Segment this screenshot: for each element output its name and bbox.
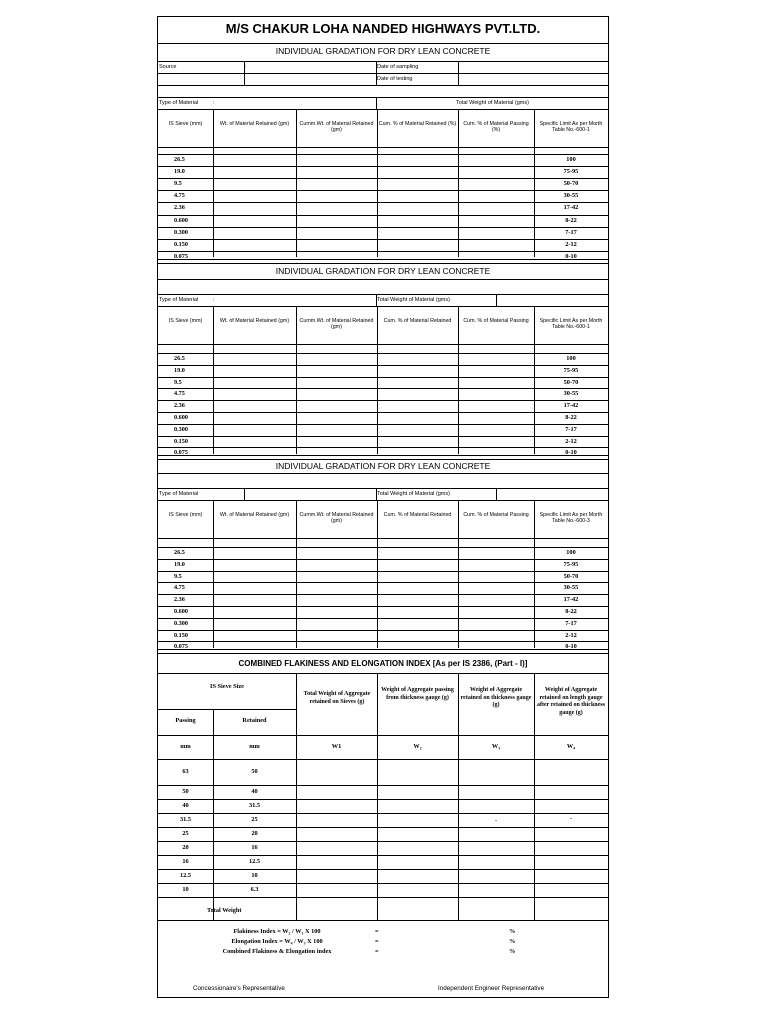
grid-line-h: [158, 73, 608, 74]
grid-line-h: [158, 500, 608, 501]
table-row-line: [158, 400, 608, 401]
sieve-size-value: 0.075: [174, 449, 188, 457]
limit-value: 50-70: [563, 378, 579, 386]
grid-line-h: [158, 97, 608, 98]
grid-line-h: [158, 920, 608, 921]
limit-value: 8-22: [565, 413, 577, 421]
test-report-sheet: [157, 16, 609, 998]
column-header: IS Sieve (mm): [168, 318, 203, 324]
sieve-size-value: 0.600: [174, 607, 188, 615]
source-label: Source: [159, 64, 177, 70]
grid-line-v: [244, 488, 245, 500]
sieve-retained-value: 25: [251, 816, 258, 823]
column-header: Cumm.Wt. of Material Retained (gm): [299, 512, 374, 525]
sieve-retained-value: 20: [251, 830, 258, 837]
table-row-line: [158, 606, 608, 607]
limit-value: 100: [566, 156, 576, 164]
table-row-line: [158, 594, 608, 595]
grid-line-h: [158, 344, 608, 345]
column-header: Cum. % of Material Passing: [463, 512, 529, 518]
grid-line-v: [458, 61, 459, 85]
table-row-line: [158, 412, 608, 413]
grid-line-h: [158, 306, 608, 307]
limit-value: 30-55: [563, 584, 579, 592]
type-of-material-colon: :: [213, 100, 215, 106]
sieve-size-value: 0.300: [174, 619, 188, 627]
sieve-passing-value: 31.5: [179, 816, 192, 823]
sieve-size-value: 9.5: [174, 180, 182, 188]
sieve-passing-value: 10: [182, 886, 189, 893]
table-row-line: [158, 202, 608, 203]
sieve-retained-value: 40: [251, 788, 258, 795]
grid-line-h: [158, 473, 608, 474]
column-header: Cum. % of Material Retained: [383, 512, 452, 518]
grid-line-v: [496, 488, 497, 500]
sieve-size-value: 19.0: [174, 168, 185, 176]
company-title: M/S CHAKUR LOHA NANDED HIGHWAYS PVT.LTD.: [225, 21, 541, 36]
formula-label: Flakiness Index = W₂ / W₁ X 100: [233, 928, 321, 935]
flakiness-row-line: [158, 855, 608, 856]
formula-eq: =: [375, 928, 379, 935]
grid-line-h: [158, 353, 608, 354]
passing-label: Passing: [175, 717, 196, 724]
flakiness-row-line: [158, 827, 608, 828]
table-row-line: [158, 166, 608, 167]
col-retained-gauge-header: Weight of Aggregate retained on thickness gauge (g): [460, 687, 532, 708]
table-row-line: [158, 365, 608, 366]
section-title: INDIVIDUAL GRADATION FOR DRY LEAN CONCRETE: [275, 461, 491, 471]
grid-line-h: [158, 279, 608, 280]
limit-value: 17-42: [563, 402, 579, 410]
type-of-material-colon: :: [244, 491, 246, 497]
sieve-size-value: 26.5: [174, 354, 185, 362]
sieve-size-value: 0.300: [174, 228, 188, 236]
flakiness-row-line: [158, 841, 608, 842]
sieve-size-value: 0.600: [174, 413, 188, 421]
column-header: Cum. % of Material Retained (%): [378, 121, 457, 127]
limit-value: 8-22: [565, 216, 577, 224]
column-header: Wt. of Material Retained (gm): [219, 121, 290, 127]
is-sieve-size-label: IS Sieve Size: [210, 683, 244, 690]
grid-line-h: [158, 649, 608, 650]
table-row-line: [158, 630, 608, 631]
formula-label: Elongation Index = W₄ / W₃ X 100: [231, 938, 323, 945]
type-of-material-colon: :: [213, 297, 215, 303]
dash-value: -: [494, 817, 498, 824]
sieve-size-value: 0.075: [174, 643, 188, 651]
limit-value: 2-12: [565, 631, 577, 639]
flakiness-title: COMBINED FLAKINESS AND ELONGATION INDEX [As per IS 2386, (Part - I)]: [238, 659, 528, 668]
limit-value: 8-22: [565, 607, 577, 615]
flakiness-row-line: [158, 883, 608, 884]
column-header: Cumm.Wt. of Material Retained (gm): [299, 318, 374, 331]
flakiness-row-line: [158, 897, 608, 898]
formula-unit: %: [509, 948, 516, 955]
total-weight-row-label: Total Weight: [207, 907, 242, 914]
sieve-size-value: 26.5: [174, 156, 185, 164]
sieve-size-value: 0.150: [174, 631, 188, 639]
sieve-passing-value: 20: [182, 844, 189, 851]
grid-line-h: [158, 85, 608, 86]
table-row-line: [158, 239, 608, 240]
table-row-line: [158, 251, 608, 252]
type-of-material-label: Type of Material: [159, 100, 199, 106]
column-header: IS Sieve (mm): [168, 121, 203, 127]
unit-label: W1: [331, 743, 342, 750]
total-weight-label: Total Weight of Material (gms): [377, 297, 450, 303]
column-header: Specific Limit As per Morth Table No.-600-3: [539, 512, 603, 525]
column-header: Wt. of Material Retained (gm): [219, 512, 290, 518]
limit-value: 75-95: [563, 168, 579, 176]
table-row-line: [158, 559, 608, 560]
grid-line-h: [158, 709, 296, 710]
limit-value: 2-12: [565, 240, 577, 248]
sieve-retained-value: 31.5: [248, 802, 261, 809]
sieve-retained-value: 16: [251, 844, 258, 851]
limit-value: 7-17: [565, 425, 577, 433]
limit-value: 75-95: [563, 560, 579, 568]
grid-line-h: [158, 455, 608, 456]
column-header: Specific Limit As per Morth Table No.-600-1: [539, 318, 603, 331]
table-row-line: [158, 582, 608, 583]
grid-line-h: [158, 259, 608, 260]
grid-line-h: [158, 673, 608, 674]
table-row-line: [158, 215, 608, 216]
table-row-line: [158, 436, 608, 437]
sieve-size-value: 0.150: [174, 437, 188, 445]
col-total-weight-header: Total Weight of Aggregate retained on Sieves (g): [303, 691, 371, 705]
sieve-retained-value: 50: [251, 768, 258, 775]
unit-label: W₃: [491, 743, 501, 750]
table-row-line: [158, 571, 608, 572]
section-title: INDIVIDUAL GRADATION FOR DRY LEAN CONCRETE: [275, 46, 491, 56]
sieve-size-value: 9.5: [174, 572, 182, 580]
type-of-material-label: Type of Material: [159, 491, 199, 497]
limit-value: 0-10: [565, 449, 577, 457]
unit-label: mm: [249, 743, 260, 750]
table-row-line: [158, 424, 608, 425]
sieve-size-value: 26.5: [174, 548, 185, 556]
grid-line-h: [158, 147, 608, 148]
limit-value: 17-42: [563, 596, 579, 604]
formula-eq: =: [375, 948, 379, 955]
limit-value: 100: [566, 354, 576, 362]
sieve-retained-value: 10: [251, 872, 258, 879]
col-length-gauge-header: Weight of Aggregate retained on length gauge after retained on thickness gauge (g): [537, 687, 605, 716]
limit-value: 7-17: [565, 619, 577, 627]
column-header: Cum. % of Material Passing: [463, 318, 529, 324]
limit-value: 100: [566, 548, 576, 556]
grid-line-h: [158, 488, 608, 489]
sieve-size-value: 0.150: [174, 240, 188, 248]
flakiness-row-line: [158, 813, 608, 814]
dash-value: -: [569, 815, 573, 822]
sieve-size-value: 2.36: [174, 204, 185, 212]
limit-value: 7-17: [565, 228, 577, 236]
flakiness-row-line: [158, 869, 608, 870]
sieve-passing-value: 16: [182, 858, 189, 865]
limit-value: 0-10: [565, 252, 577, 260]
flakiness-row-line: [158, 785, 608, 786]
formula-unit: %: [509, 938, 516, 945]
column-header: Specific Limit As per Morth Table No.-600-1: [539, 121, 603, 134]
date-of-sampling-label: Date of sampling: [377, 64, 419, 70]
sieve-passing-value: 40: [182, 802, 189, 809]
table-row-line: [158, 641, 608, 642]
sieve-size-value: 9.5: [174, 378, 182, 386]
table-row-line: [158, 190, 608, 191]
column-header: IS Sieve (mm): [168, 512, 203, 518]
sieve-size-value: 4.75: [174, 192, 185, 200]
grid-line-h: [158, 735, 608, 736]
limit-value: 75-95: [563, 366, 579, 374]
sieve-size-value: 2.36: [174, 596, 185, 604]
sieve-size-value: 0.300: [174, 425, 188, 433]
sieve-size-value: 19.0: [174, 560, 185, 568]
grid-line-h: [158, 294, 608, 295]
formula-eq: =: [375, 938, 379, 945]
sieve-passing-value: 63: [182, 768, 189, 775]
sieve-retained-value: 12.5: [248, 858, 261, 865]
total-weight-label: Total Weight of Material (gms): [456, 100, 529, 106]
grid-line-h: [158, 547, 608, 548]
formula-label: Combined Flakiness & Elongation index: [222, 948, 332, 955]
sieve-size-value: 4.75: [174, 584, 185, 592]
grid-line-h: [158, 61, 608, 62]
concessionaire-representative-label: Concessionaire's Representative: [193, 985, 285, 992]
grid-line-v: [496, 294, 497, 306]
table-row-line: [158, 178, 608, 179]
table-row-line: [158, 388, 608, 389]
grid-line-h: [158, 109, 608, 110]
limit-value: 50-70: [563, 180, 579, 188]
unit-label: W₄: [566, 743, 576, 750]
grid-line-h: [158, 759, 608, 760]
date-of-testing-label: Date of testing: [377, 76, 413, 82]
column-header: Cum. % of Material Retained: [383, 318, 452, 324]
table-row-line: [158, 618, 608, 619]
flakiness-row-line: [158, 799, 608, 800]
limit-value: 17-42: [563, 204, 579, 212]
limit-value: 0-10: [565, 643, 577, 651]
sieve-size-value: 19.0: [174, 366, 185, 374]
section-title: INDIVIDUAL GRADATION FOR DRY LEAN CONCRETE: [275, 266, 491, 276]
sieve-size-value: 0.075: [174, 252, 188, 260]
table-row-line: [158, 227, 608, 228]
sieve-size-value: 0.600: [174, 216, 188, 224]
sieve-size-value: 2.36: [174, 402, 185, 410]
unit-label: mm: [180, 743, 191, 750]
grid-line-h: [158, 538, 608, 539]
table-row-line: [158, 653, 608, 654]
limit-value: 50-70: [563, 572, 579, 580]
column-header: Wt. of Material Retained (gm): [219, 318, 290, 324]
grid-line-h: [158, 154, 608, 155]
independent-engineer-representative-label: Independent Engineer Representative: [438, 985, 545, 992]
column-header: Cumm.Wt. of Material Retained (gm): [299, 121, 374, 134]
sieve-passing-value: 25: [182, 830, 189, 837]
limit-value: 30-55: [563, 390, 579, 398]
total-weight-label: Total Weight of Material (gms): [377, 491, 450, 497]
table-row-line: [158, 377, 608, 378]
sieve-passing-value: 50: [182, 788, 189, 795]
sieve-passing-value: 12.5: [179, 872, 192, 879]
column-header: Cum. % of Material Passing (%): [463, 121, 529, 134]
col-passing-gauge-header: Weight of Aggregate passing from thickness gauge (g): [381, 687, 454, 701]
retained-label: Retained: [242, 717, 267, 724]
unit-label: W₂: [413, 743, 422, 750]
type-of-material-label: Type of Material: [159, 297, 199, 303]
formula-unit: %: [509, 928, 516, 935]
sieve-retained-value: 6.3: [250, 886, 259, 893]
sieve-size-value: 4.75: [174, 390, 185, 398]
source-colon: :: [245, 64, 247, 70]
table-row-line: [158, 447, 608, 448]
limit-value: 30-55: [563, 192, 579, 200]
limit-value: 2-12: [565, 437, 577, 445]
